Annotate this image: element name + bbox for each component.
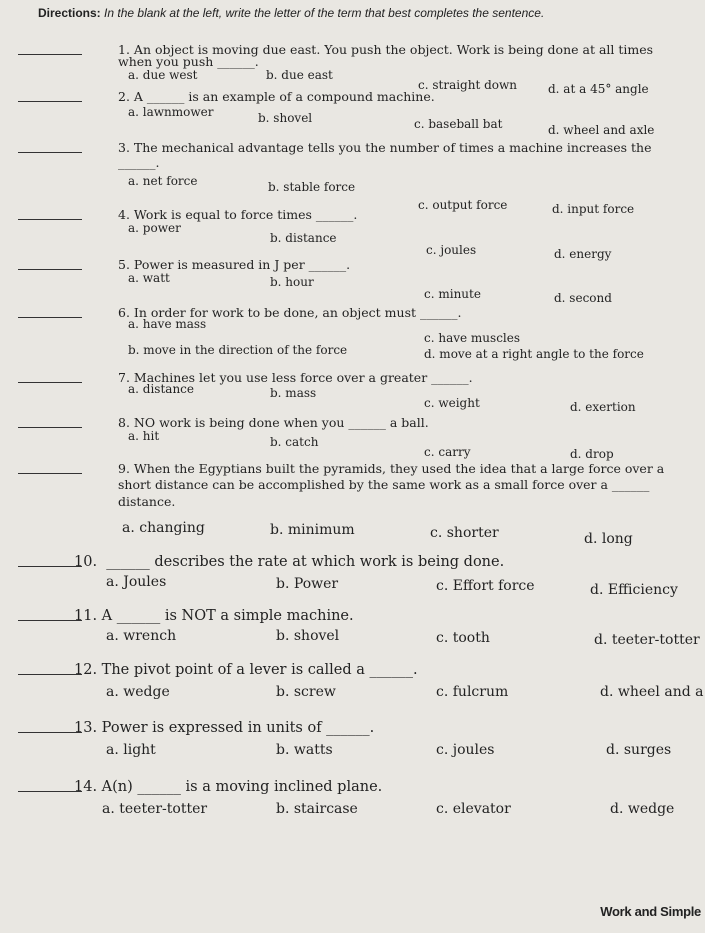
option-b: b. mass: [270, 386, 317, 400]
option-b: b. watts: [276, 742, 333, 758]
option-a: a. have mass: [128, 317, 207, 331]
question-text: 3. The mechanical advantage tells you the number of times a machine increases the: [118, 140, 652, 155]
option-b: b. stable force: [268, 180, 356, 194]
option-b: b. shovel: [276, 628, 340, 644]
option-a: a. due west: [128, 68, 198, 82]
option-d: d. wheel and axle: [548, 123, 655, 137]
question-text: 1. An object is moving due east. You push the object. Work is being done at all times: [118, 42, 654, 57]
question-text: 10. ______ describes the rate at which work is being done.: [74, 554, 505, 570]
question-text: 13. Power is expressed in units of ______.: [74, 720, 375, 736]
option-a: a. Joules: [106, 574, 167, 590]
answer-blank[interactable]: [18, 152, 82, 153]
option-a: a. distance: [128, 382, 194, 396]
option-b: b. due east: [266, 68, 333, 82]
option-d: d. move at a right angle to the force: [424, 347, 644, 361]
option-c: c. weight: [424, 396, 480, 410]
option-a: a. wedge: [106, 684, 170, 700]
question-text-line2: ______.: [118, 155, 160, 170]
question-text: 6. In order for work to be done, an object must ______.: [118, 305, 462, 320]
option-c: c. fulcrum: [436, 684, 509, 700]
question-text: 2. A ______ is an example of a compound machine.: [118, 89, 435, 104]
option-a: a. changing: [122, 520, 205, 536]
option-b: b. shovel: [258, 111, 313, 125]
answer-blank[interactable]: [18, 732, 82, 733]
answer-blank[interactable]: [18, 269, 82, 270]
question-text: 5. Power is measured in J per ______.: [118, 257, 351, 272]
answer-blank[interactable]: [18, 427, 82, 428]
answer-blank[interactable]: [18, 566, 82, 567]
directions-label: Directions:: [38, 6, 101, 20]
option-c: c. minute: [424, 287, 481, 301]
question-text: 8. NO work is being done when you ______ a ball.: [118, 415, 429, 430]
option-c: c. Effort force: [436, 578, 535, 594]
question-text-line2: short distance can be accomplished by the same work as a small force over a ______: [118, 477, 650, 492]
answer-blank[interactable]: [18, 473, 82, 474]
option-a: a. net force: [128, 174, 198, 188]
question-text: 9. When the Egyptians built the pyramids, they used the idea that a large force over a: [118, 461, 665, 476]
option-a: a. light: [106, 742, 156, 758]
option-a: a. lawnmower: [128, 105, 214, 119]
option-d: d. long: [584, 531, 633, 547]
option-c: c. straight down: [418, 78, 518, 92]
option-c: c. elevator: [436, 801, 511, 817]
answer-blank[interactable]: [18, 317, 82, 318]
option-c: c. baseball bat: [414, 117, 503, 131]
option-a: a. teeter-totter: [102, 801, 208, 817]
directions-text: In the blank at the left, write the letter of the term that best completes the sentence.: [104, 6, 545, 20]
answer-blank[interactable]: [18, 791, 82, 792]
option-d: d. exertion: [570, 400, 636, 414]
option-c: c. output force: [418, 198, 508, 212]
question-text: 4. Work is equal to force times ______.: [118, 207, 358, 222]
answer-blank[interactable]: [18, 101, 82, 102]
option-b: b. Power: [276, 576, 339, 592]
option-d: d. surges: [606, 742, 672, 758]
option-c: c. have muscles: [424, 331, 521, 345]
answer-blank[interactable]: [18, 382, 82, 383]
option-d: d. drop: [570, 447, 614, 461]
directions: [38, 6, 698, 20]
option-d: d. teeter-totter: [594, 632, 700, 648]
question-text: 14. A(n) ______ is a moving inclined plane.: [74, 779, 383, 795]
footer-title: Work and Simple: [600, 904, 701, 919]
option-b: b. hour: [270, 275, 314, 289]
answer-blank[interactable]: [18, 219, 82, 220]
option-a: a. hit: [128, 429, 160, 443]
option-d: d. second: [554, 291, 612, 305]
option-b: b. screw: [276, 684, 336, 700]
option-d: d. energy: [554, 247, 612, 261]
question-text: 12. The pivot point of a lever is called a ______.: [74, 662, 418, 678]
option-c: c. tooth: [436, 630, 490, 646]
option-a: a. wrench: [106, 628, 177, 644]
question-text: 7. Machines let you use less force over a greater ______.: [118, 370, 473, 385]
option-d: d. wheel and a: [600, 684, 704, 700]
option-d: d. at a 45° angle: [548, 82, 649, 96]
question-text: 11. A ______ is NOT a simple machine.: [74, 608, 354, 624]
option-d: d. input force: [552, 202, 635, 216]
option-b: b. minimum: [270, 522, 355, 538]
option-c: c. carry: [424, 445, 471, 459]
question-text-line2: when you push ______.: [118, 54, 259, 69]
answer-blank[interactable]: [18, 620, 82, 621]
option-b: b. catch: [270, 435, 319, 449]
option-d: d. Efficiency: [590, 582, 678, 598]
option-c: c. joules: [426, 243, 477, 257]
answer-blank[interactable]: [18, 674, 82, 675]
option-d: d. wedge: [610, 801, 675, 817]
option-b: b. distance: [270, 231, 337, 245]
option-b: b. staircase: [276, 801, 358, 817]
option-b: b. move in the direction of the force: [128, 343, 348, 357]
option-a: a. power: [128, 221, 181, 235]
question-text-line3: distance.: [118, 494, 176, 509]
answer-blank[interactable]: [18, 54, 82, 55]
option-a: a. watt: [128, 271, 170, 285]
option-c: c. joules: [436, 742, 495, 758]
option-c: c. shorter: [430, 525, 499, 541]
